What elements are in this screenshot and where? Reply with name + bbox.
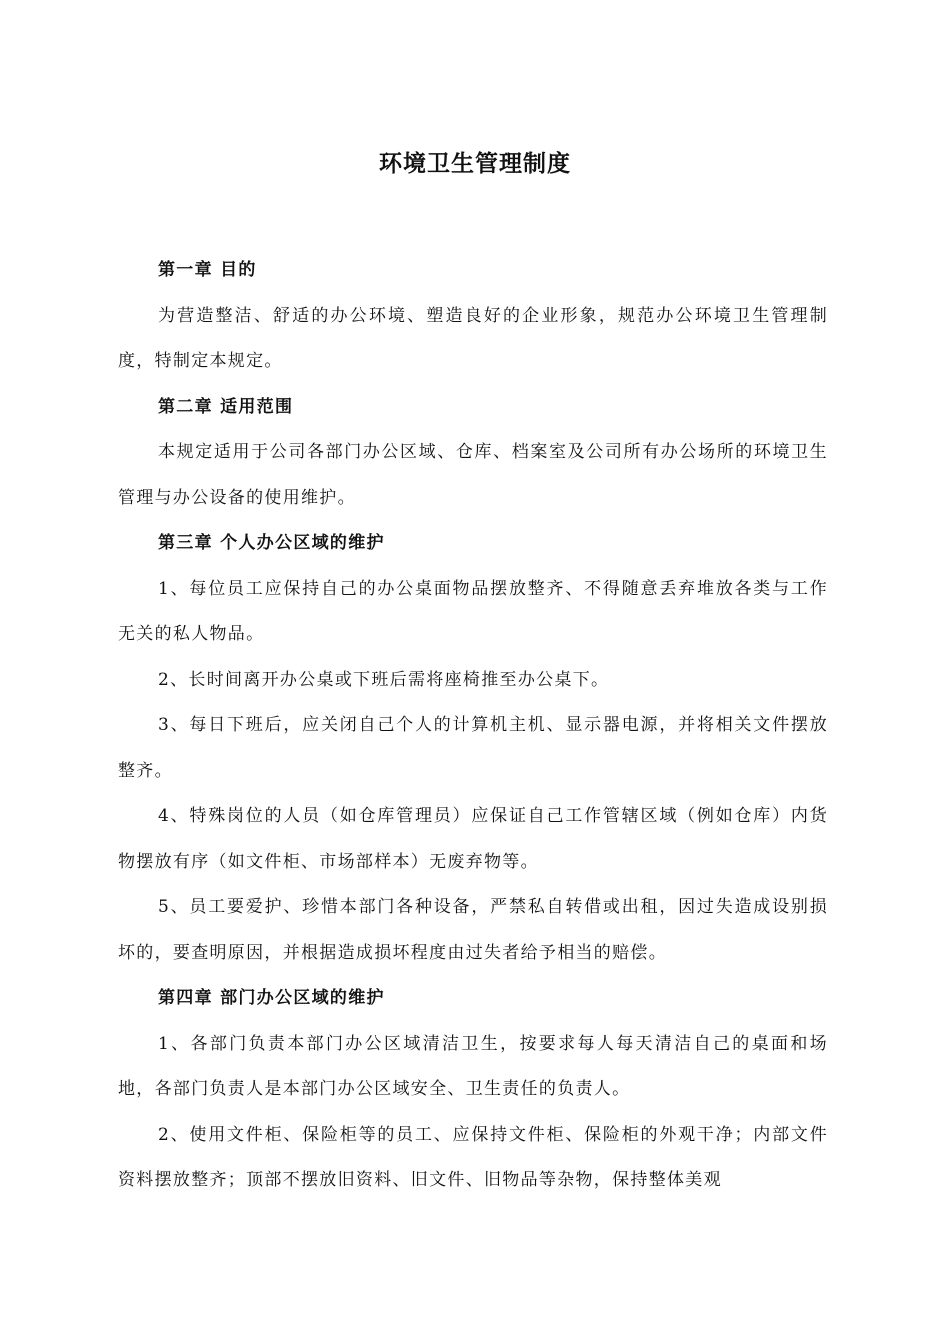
paragraph: 3、每日下班后，应关闭自己个人的计算机主机、显示器电源，并将相关文件摆放整齐。 [118, 715, 828, 781]
paragraph: 2、使用文件柜、保险柜等的员工、应保持文件柜、保险柜的外观干净；内部文件资料摆放整齐；顶部不摆放旧资料、旧文件、旧物品等杂物，保持整体美观 [118, 1124, 828, 1190]
chapter-heading: 第四章 部门办公区域的维护 [158, 988, 385, 1008]
paragraph: 5、员工要爱护、珍惜本部门各种设备，严禁私自转借或出租，因过失造成设别损坏的，要查明原因，并根据造成损坏程度由过失者给予相当的赔偿。 [118, 897, 828, 963]
paragraph: 1、各部门负责本部门办公区域清洁卫生，按要求每人每天清洁自己的桌面和场地，各部门负责人是本部门办公区域安全、卫生责任的负责人。 [118, 1033, 828, 1099]
paragraph: 为营造整洁、舒适的办公环境、塑造良好的企业形象，规范办公环境卫生管理制度，特制定本规定。 [118, 305, 828, 371]
chapter-heading: 第二章 适用范围 [158, 396, 294, 417]
paragraph: 1、每位员工应保持自己的办公桌面物品摆放整齐、不得随意丢弃堆放各类与工作无关的私人物品。 [118, 578, 828, 644]
paragraph: 4、特殊岗位的人员（如仓库管理员）应保证自己工作管辖区域（例如仓库）内货物摆放有序（如文件柜、市场部样本）无废弃物等。 [118, 806, 828, 872]
chapter-heading: 第三章 个人办公区域的维护 [158, 533, 385, 553]
document-title: 环境卫生管理制度 [379, 150, 571, 177]
document-body [118, 248, 828, 1204]
chapter-heading: 第一章 目的 [158, 260, 257, 280]
paragraph: 2、长时间离开办公桌或下班后需将座椅推至办公桌下。 [158, 669, 610, 690]
paragraph: 本规定适用于公司各部门办公区域、仓库、档案室及公司所有办公场所的环境卫生管理与办公设备的使用维护。 [118, 442, 828, 508]
